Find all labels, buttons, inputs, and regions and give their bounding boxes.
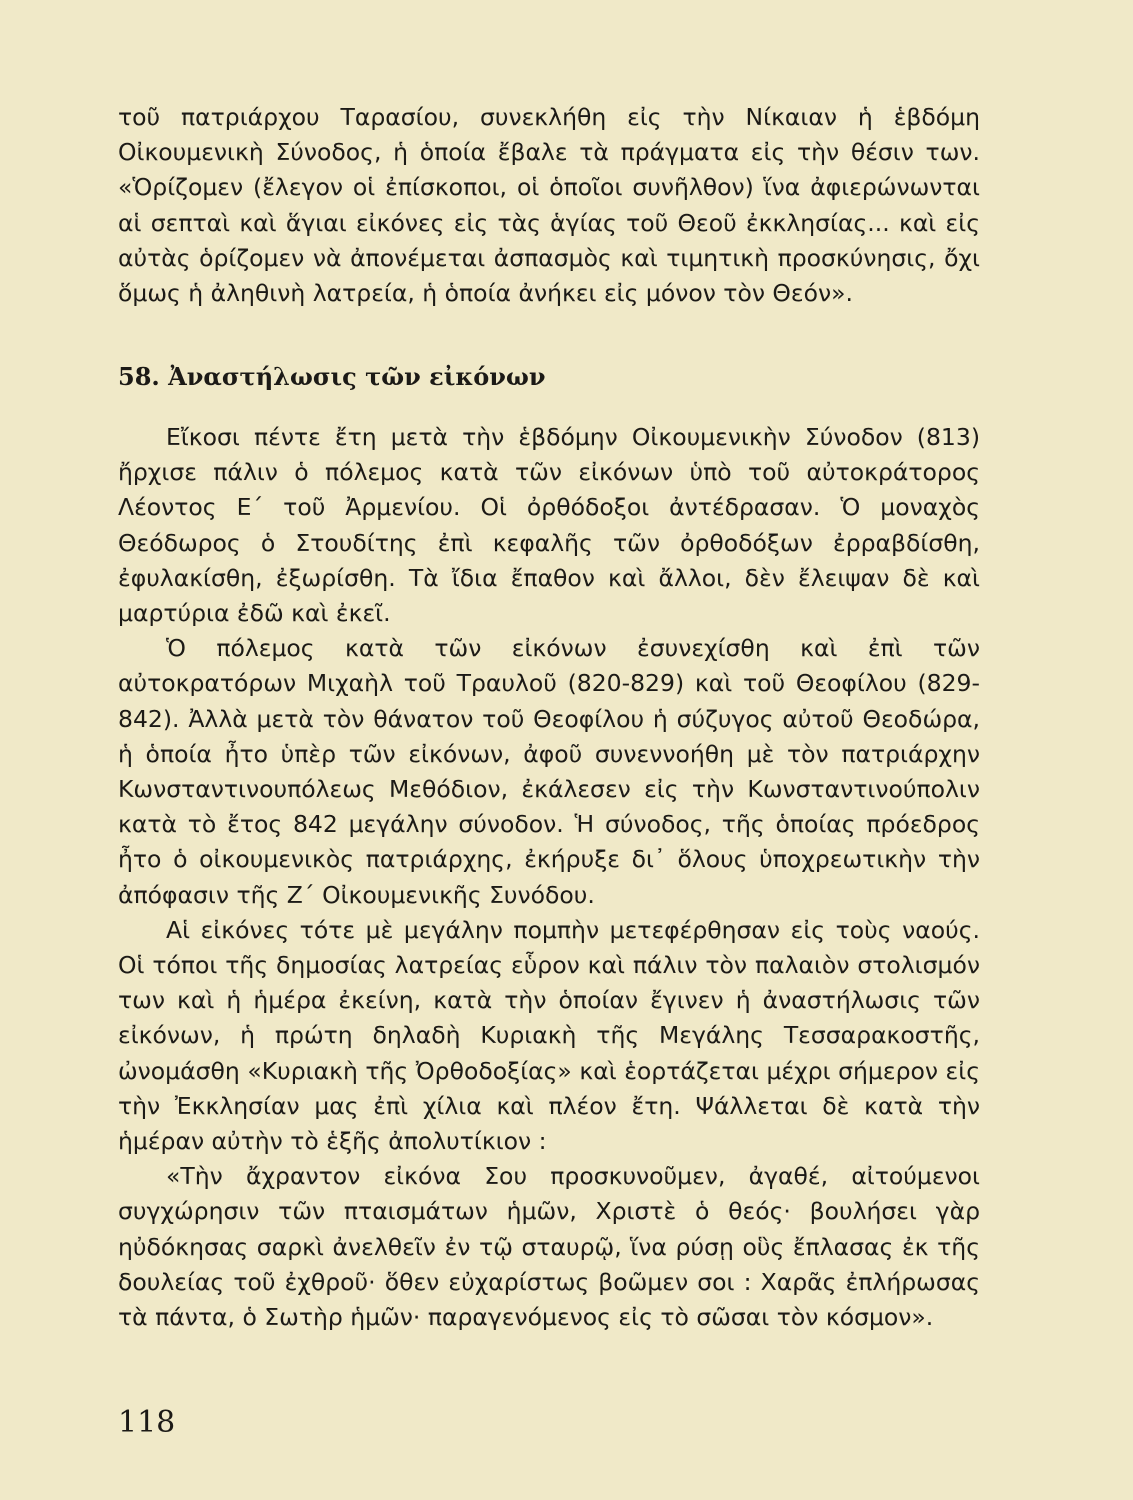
paragraph-apolytikion: «Τὴν ἄχραντον εἰκόνα Σου προσκυνοῦμεν, ἀγαθέ, αἰτούμενοι συγχώρησιν τῶν πταισμάτων ἡμῶν, Χριστὲ ὁ θεός· βουλήσει γὰρ ηὐδόκησας σαρκὶ ἀνελθεῖν ἐν τῷ σταυρῷ, ἵνα ρύσῃ οὓς ἔπλασας ἐκ τῆς δουλείας τοῦ ἐχθροῦ· ὅθεν εὐχαρίστως βοῶμεν σοι : Χαρᾶς ἐπλήρωσας τὰ πάντα, ὁ Σωτὴρ ἡμῶν· παραγενόμενος εἰς τὸ σῶσαι τὸν κόσμον». (118, 1162, 980, 1332)
paragraph-sunday-of-orthodoxy: Αἱ εἰκόνες τότε μὲ μεγάλην πομπὴν μετεφέρθησαν εἰς τοὺς ναούς. Οἱ τόποι τῆς δημοσίας λατρείας εὗρον καὶ πάλιν τὸν παλαιὸν στολισμόν των καὶ ἡ ἡμέρα ἐκείνη, κατὰ τὴν ὁποίαν ἔγινεν ἡ ἀναστήλωσις τῶν εἰκόνων, ἡ πρώτη δηλαδὴ Κυριακὴ τῆς Μεγάλης Τεσσαρακοστῆς, ὠνομάσθη «Κυριακὴ τῆς Ὀρθοδοξίας» καὶ ἑορτάζεται μέχρι σήμερον εἰς τὴν Ἐκκλησίαν μας ἐπὶ χίλια καὶ πλέον ἔτη. Ψάλλεται δὲ κατὰ τὴν ἡμέραν αὐτὴν τὸ ἑξῆς ἀπολυτίκιον : (118, 915, 980, 1156)
section-heading: 58. Ἀναστήλωσις τῶν εἰκόνων (118, 362, 546, 391)
intro-text-block (118, 100, 980, 311)
page-number: 118 (118, 1405, 176, 1440)
intro-paragraph: τοῦ πατριάρχου Ταρασίου, συνεκλήθη εἰς τὴν Νίκαιαν ἡ ἑβδόμη Οἰκουμενικὴ Σύνοδος, ἡ ὁποία ἔβαλε τὰ πράγματα εἰς τὴν θέσιν των. «Ὁρίζομεν (ἔλεγον οἱ ἐπίσκοποι, οἱ ὁποῖοι συνῆλθον) ἵνα ἀφιερώνωνται αἱ σεπταὶ καὶ ἅγιαι εἰκόνες εἰς τὰς ἁγίας τοῦ Θεοῦ ἐκκλησίας... καὶ εἰς αὐτὰς ὁρίζομεν νὰ ἀπονέμεται ἀσπασμὸς καὶ τιμητικὴ προσκύνησις, ὄχι ὅμως ἡ ἀληθινὴ λατρεία, ἡ ὁποία ἀνήκει εἰς μόνον τὸν Θεόν». (118, 103, 980, 308)
paragraph-iconoclasm-resumed: Εἴκοσι πέντε ἔτη μετὰ τὴν ἑβδόμην Οἰκουμενικὴν Σύνοδον (813) ἤρχισε πάλιν ὁ πόλεμος κατὰ τῶν εἰκόνων ὑπὸ τοῦ αὐτοκράτορος Λέοντος Ε΄ τοῦ Ἀρμενίου. Οἱ ὀρθόδοξοι ἀντέδρασαν. Ὁ μοναχὸς Θεόδωρος ὁ Στουδίτης ἐπὶ κεφαλῆς τῶν ὀρθοδόξων ἐρραβδίσθη, ἐφυλακίσθη, ἐξωρίσθη. Τὰ ἴδια ἔπαθον καὶ ἄλλοι, δὲν ἔλειψαν δὲ καὶ μαρτύρια ἐδῶ καὶ ἐκεῖ. (118, 423, 980, 628)
paragraph-synod-842: Ὁ πόλεμος κατὰ τῶν εἰκόνων ἐσυνεχίσθη καὶ ἐπὶ τῶν αὐτοκρατόρων Μιχαὴλ τοῦ Τραυλοῦ (820-829) καὶ τοῦ Θεοφίλου (829-842). Ἀλλὰ μετὰ τὸν θάνατον τοῦ Θεοφίλου ἡ σύζυγος αὐτοῦ Θεοδώρα, ἡ ὁποία ἦτο ὑπὲρ τῶν εἰκόνων, ἀφοῦ συνεννοήθη μὲ τὸν πατριάρχην Κωνσταντινουπόλεως Μεθόδιον, ἐκάλεσεν εἰς τὴν Κωνσταντινούπολιν κατὰ τὸ ἔτος 842 μεγάλην σύνοδον. Ἡ σύνοδος, τῆς ὁποίας πρόεδρος ἦτο ὁ οἰκουμενικὸς πατριάρχης, ἐκήρυξε δι᾿ ὅλους ὑποχρεωτικὴν τὴν ἀπόφασιν τῆς Ζ΄ Οἰκουμενικῆς Συνόδου. (118, 634, 980, 909)
section-text-block (118, 420, 980, 1335)
